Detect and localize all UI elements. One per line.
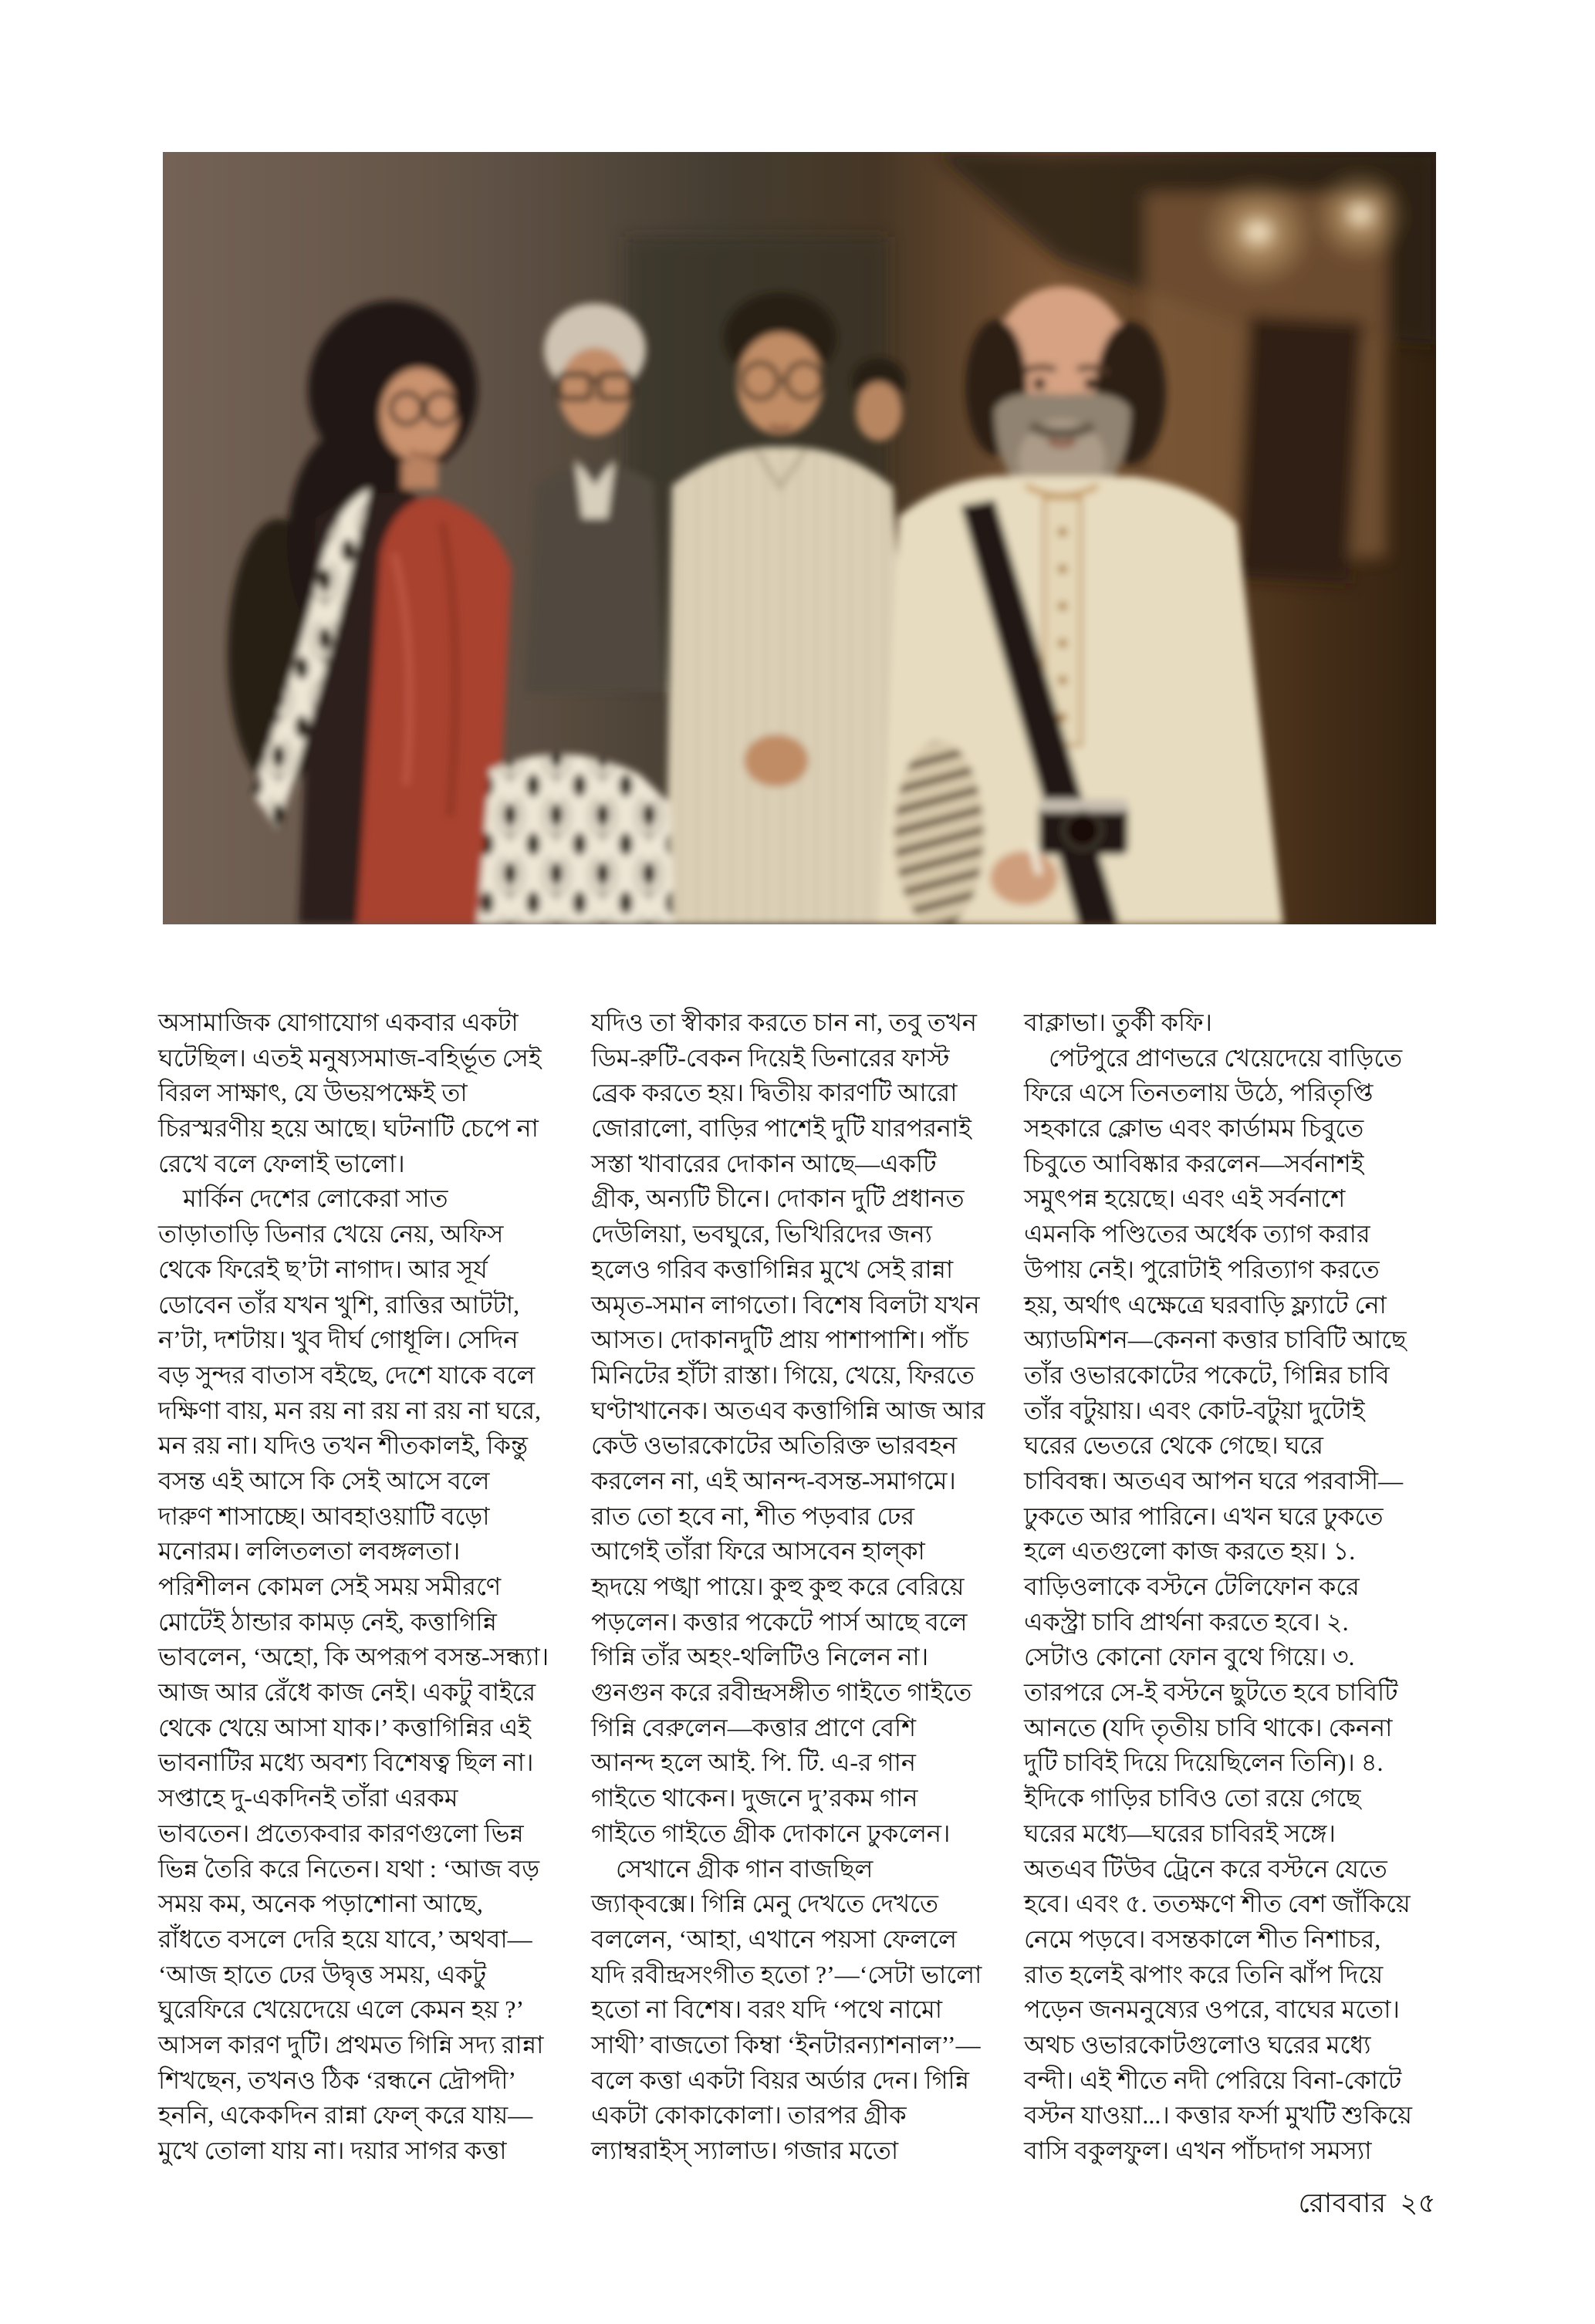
text-line: ন’টা, দশটায়। খুব দীর্ঘ গোধূলি। সেদিন <box>158 1326 519 1354</box>
text-line: সহকারে ক্লোভ এবং কার্ডামম চিবুতে <box>1024 1114 1364 1143</box>
text-line: ঘরের ভেতরে থেকে গেছে। ঘরে <box>1024 1431 1323 1460</box>
text-line: অথচ ওভারকোটগুলোও ঘরের মধ্যে <box>1024 2030 1371 2059</box>
text-line: গুনগুন করে রবীন্দ্রসঙ্গীত গাইতে গাইতে <box>591 1678 972 1707</box>
text-line: চাবিবন্ধ। অতএব আপন ঘরে পরবাসী— <box>1024 1466 1404 1495</box>
text-line: সেখানে গ্রীক গান বাজছিল <box>591 1854 874 1883</box>
magazine-name: রোববার <box>1298 2188 1387 2218</box>
text-line: হলে এতগুলো কাজ করতে হয়। ১. <box>1024 1537 1356 1566</box>
text-line: দুটি চাবিই দিয়ে দিয়েছিলেন তিনি)। ৪. <box>1024 1748 1384 1777</box>
text-line: সপ্তাহে দু-একদিনই তাঁরা এরকম <box>158 1784 458 1812</box>
text-line: গ্রীক, অন্যটি চীনে। দোকান দুটি প্রধানত <box>591 1184 965 1213</box>
text-line: জোরালো, বাড়ির পাশেই দুটি যারপরনাই <box>591 1114 972 1143</box>
text-line: হয়, অর্থাৎ এক্ষেত্রে ঘরবাড়ি ফ্ল্যাটে নো <box>1024 1290 1387 1319</box>
text-line: মিনিটের হাঁটা রাস্তা। গিয়ে, খেয়ে, ফিরতে <box>591 1360 975 1389</box>
page-number: ২৫ <box>1400 2188 1436 2218</box>
text-line: দক্ষিণা বায়, মন রয় না রয় না রয় না ঘরে, <box>158 1396 542 1424</box>
text-line: মোটেই ঠান্ডার কামড় নেই, কত্তাগিন্নি <box>158 1607 497 1636</box>
text-line: জ্যাক্‌বক্সে। গিন্নি মেনু দেখতে দেখতে <box>591 1890 938 1918</box>
text-line: আগেই তাঁরা ফিরে আসবেন হাল্‌কা <box>591 1537 925 1566</box>
text-line: আসত। দোকানদুটি প্রায় পাশাপাশি। পাঁচ <box>591 1326 969 1354</box>
text-line: আজ আর রেঁধে কাজ নেই। একটু বাইরে <box>158 1678 536 1707</box>
text-line: পেটপুরে প্রাণভরে খেয়েদেয়ে বাড়িতে <box>1024 1043 1403 1072</box>
text-line: বাক্লাভা। তুর্কী কফি। <box>1024 1008 1212 1036</box>
text-line: হবে। এবং ৫. ততক্ষণে শীত বেশ জাঁকিয়ে <box>1024 1890 1411 1918</box>
text-line: আনতে (যদি তৃতীয় চাবি থাকে। কেননা <box>1024 1713 1393 1741</box>
text-line: একস্ট্রা চাবি প্রার্থনা করতে হবে। ২. <box>1024 1607 1349 1636</box>
text-line: গাইতে থাকেন। দুজনে দু’রকম গান <box>591 1784 918 1812</box>
text-line: ভাবনাটির মধ্যে অবশ্য বিশেষত্ব ছিল না। <box>158 1748 534 1777</box>
text-line: তাড়াতাড়ি ডিনার খেয়ে নেয়, অফিস <box>158 1220 504 1248</box>
text-line: রেখে বলে ফেলাই ভালো। <box>158 1149 405 1177</box>
text-line: হননি, একেকদিন রান্না ফেল্ করে যায়— <box>158 2101 533 2130</box>
text-line: বড় সুন্দর বাতাস বইছে, দেশে যাকে বলে <box>158 1360 536 1389</box>
photograph-illustration <box>163 152 1436 924</box>
text-line: চিরস্মরণীয় হয়ে আছে। ঘটনাটি চেপে না <box>158 1114 539 1143</box>
text-line: ভিন্ন তৈরি করে নিতেন। যথা : ‘আজ বড় <box>158 1854 540 1883</box>
text-line: একটা কোকাকোলা। তারপর গ্রীক <box>591 2101 907 2130</box>
text-line: যদিও তা স্বীকার করতে চান না, তবু তখন <box>591 1008 977 1036</box>
text-line: রাঁধতে বসলে দেরি হয়ে যাবে,’ অথবা— <box>158 1924 532 1953</box>
text-line: উপায় নেই। পুরোটাই পরিত্যাগ করতে <box>1024 1255 1380 1283</box>
text-line: ভাবতেন। প্রত্যেকবার কারণগুলো ভিন্ন <box>158 1819 524 1847</box>
text-line: ইদিকে গাড়ির চাবিও তো রয়ে গেছে <box>1024 1784 1361 1812</box>
text-line: ভাবলেন, ‘অহো, কি অপরূপ বসন্ত-সন্ধ্যা। <box>158 1643 549 1671</box>
text-line: অ্যাডমিশন—কেননা কত্তার চাবিটি আছে <box>1024 1326 1407 1354</box>
text-line: বন্দী। এই শীতে নদী পেরিয়ে বিনা-কোটে <box>1024 2066 1402 2094</box>
text-line: দেউলিয়া, ভবঘুরে, ভিখিরিদের জন্য <box>591 1220 932 1248</box>
text-line: বললেন, ‘আহা, এখানে পয়সা ফেললে <box>591 1924 958 1953</box>
text-line: ল্যাম্বরাইস্ স্যালাড। গজার মতো <box>591 2137 899 2164</box>
text-line: যদি রবীন্দ্রসংগীত হতো ?’—‘সেটা ভালো <box>591 1960 982 1988</box>
page-footer <box>1080 2182 1436 2228</box>
text-line: এমনকি পণ্ডিতের অর্ধেক ত্যাগ করার <box>1024 1220 1370 1248</box>
text-line: তাঁর ওভারকোটের পকেটে, গিন্নির চাবি <box>1024 1360 1390 1389</box>
text-line: গিন্নি তাঁর অহং-থলিটিও নিলেন না। <box>591 1643 929 1671</box>
text-line: তারপরে সে-ই বস্টনে ছুটতে হবে চাবিটি <box>1024 1678 1398 1707</box>
text-line: হৃদয়ে পঙ্খা পায়ে। কুহু কুহু করে বেরিয়ে <box>591 1572 965 1600</box>
text-line: ফিরে এসে তিনতলায় উঠে, পরিতৃপ্তি <box>1024 1079 1374 1107</box>
text-line: ডোবেন তাঁর যখন খুশি, রাত্তির আটটা, <box>158 1290 520 1319</box>
text-line: চিবুতে আবিষ্কার করলেন—সর্বনাশই <box>1024 1149 1364 1177</box>
text-line: অমৃত-সমান লাগতো। বিশেষ বিলটা যখন <box>591 1290 980 1319</box>
text-line: পড়েন জনমনুষ্যের ওপরে, বাঘের মতো। <box>1024 1995 1400 2024</box>
text-column-right <box>1024 1005 1447 2169</box>
text-line: থেকে খেয়ে আসা যাক।’ কত্তাগিন্নির এই <box>158 1713 531 1741</box>
text-line: দারুণ শাসাচ্ছে। আবহাওয়াটি বড়ো <box>158 1501 490 1530</box>
text-line: পরিশীলন কোমল সেই সময় সমীরণে <box>158 1572 502 1600</box>
text-column-left <box>158 1005 581 2169</box>
text-line: রাত হলেই ঝপাং করে তিনি ঝাঁপ দিয়ে <box>1024 1960 1384 1988</box>
text-line: ব্রেক করতে হয়। দ্বিতীয় কারণটি আরো <box>591 1079 958 1107</box>
text-line: মার্কিন দেশের লোকেরা সাত <box>158 1184 448 1213</box>
text-line: ঘটেছিল। এতই মনুষ্যসমাজ-বহির্ভূত সেই <box>158 1043 542 1072</box>
text-line: আসল কারণ দুটি। প্রথমত গিন্নি সদ্য রান্না <box>158 2030 544 2059</box>
text-line: নেমে পড়বে। বসন্তকালে শীত নিশাচর, <box>1024 1924 1381 1953</box>
text-column-middle <box>591 1005 1014 2169</box>
text-line: গিন্নি বেরুলেন—কত্তার প্রাণে বেশি <box>591 1713 917 1741</box>
text-line: বাড়িওলাকে বস্টনে টেলিফোন করে <box>1024 1572 1360 1600</box>
text-line: রাত তো হবে না, শীত পড়বার ঢের <box>591 1501 915 1530</box>
text-line: ঘরের মধ্যে—ঘরের চাবিরই সঙ্গে। <box>1024 1819 1336 1847</box>
text-line: ঘুরেফিরে খেয়েদেয়ে এলে কেমন হয় ?’ <box>158 1995 525 2024</box>
text-line: হলেও গরিব কত্তাগিন্নির মুখে সেই রান্না <box>591 1255 954 1283</box>
text-line: থেকে ফিরেই ছ’টা নাগাদ। আর সূর্য <box>158 1255 488 1283</box>
text-line: তাঁর বটুয়ায়। এবং কোট-বটুয়া দুটোই <box>1024 1396 1365 1424</box>
text-line: অতএব টিউব ট্রেনে করে বস্টনে যেতে <box>1024 1854 1387 1883</box>
text-line: সস্তা খাবারের দোকান আছে—একটি <box>591 1149 937 1177</box>
text-line: ‘আজ হাতে ঢের উদ্বৃত্ত সময়, একটু <box>158 1960 487 1988</box>
text-line: বাসি বকুলফুল। এখন পাঁচদাগ সমস্যা <box>1024 2137 1372 2164</box>
text-line: মন রয় না। যদিও তখন শীতকালই, কিন্তু <box>158 1431 529 1460</box>
text-line: বসন্ত এই আসে কি সেই আসে বলে <box>158 1466 490 1495</box>
text-line: ঘণ্টাখানেক। অতএব কত্তাগিন্নি আজ আর <box>591 1396 985 1424</box>
text-line: হতো না বিশেষ। বরং যদি ‘পথে নামো <box>591 1995 943 2024</box>
text-line: সেটাও কোনো ফোন বুথে গিয়ে। ৩. <box>1024 1643 1355 1671</box>
text-line: সাথী’ বাজতো কিম্বা ‘ইনটারন্যাশনাল’’— <box>591 2030 981 2059</box>
text-line: আনন্দ হলে আই. পি. টি. এ-র গান <box>591 1748 917 1777</box>
text-line: সময় কম, অনেক পড়াশোনা আছে, <box>158 1890 483 1918</box>
text-line: ঢুকতে আর পারিনে। এখন ঘরে ঢুকতে <box>1024 1501 1384 1530</box>
text-line: করলেন না, এই আনন্দ-বসন্ত-সমাগমে। <box>591 1466 956 1495</box>
text-line: গাইতে গাইতে গ্রীক দোকানে ঢুকলেন। <box>591 1819 951 1847</box>
text-line: অসামাজিক যোগাযোগ একবার একটা <box>158 1008 519 1036</box>
text-line: মনোরম। ললিতলতা লবঙ্গলতা। <box>158 1537 461 1566</box>
text-line: ডিম-রুটি-বেকন দিয়েই ডিনারের ফাস্ট <box>591 1043 950 1072</box>
text-line: কেউ ওভারকোটের অতিরিক্ত ভারবহন <box>591 1431 958 1460</box>
text-line: সমুৎপন্ন হয়েছে। এবং এই সর্বনাশে <box>1024 1184 1346 1213</box>
text-line: মুখে তোলা যায় না। দয়ার সাগর কত্তা <box>158 2137 507 2164</box>
text-line: বস্টন যাওয়া...। কত্তার ফর্সা মুখটি শুকিয়ে <box>1024 2101 1412 2130</box>
text-line: বলে কত্তা একটা বিয়র অর্ডার দেন। গিন্নি <box>591 2066 969 2094</box>
text-line: বিরল সাক্ষাৎ, যে উভয়পক্ষেই তা <box>158 1079 468 1107</box>
text-line: শিখছেন, তখনও ঠিক ‘রন্ধনে দ্রৌপদী’ <box>158 2066 517 2094</box>
photograph <box>163 152 1436 924</box>
text-line: পড়লেন। কত্তার পকেটে পার্স আছে বলে <box>591 1607 968 1636</box>
